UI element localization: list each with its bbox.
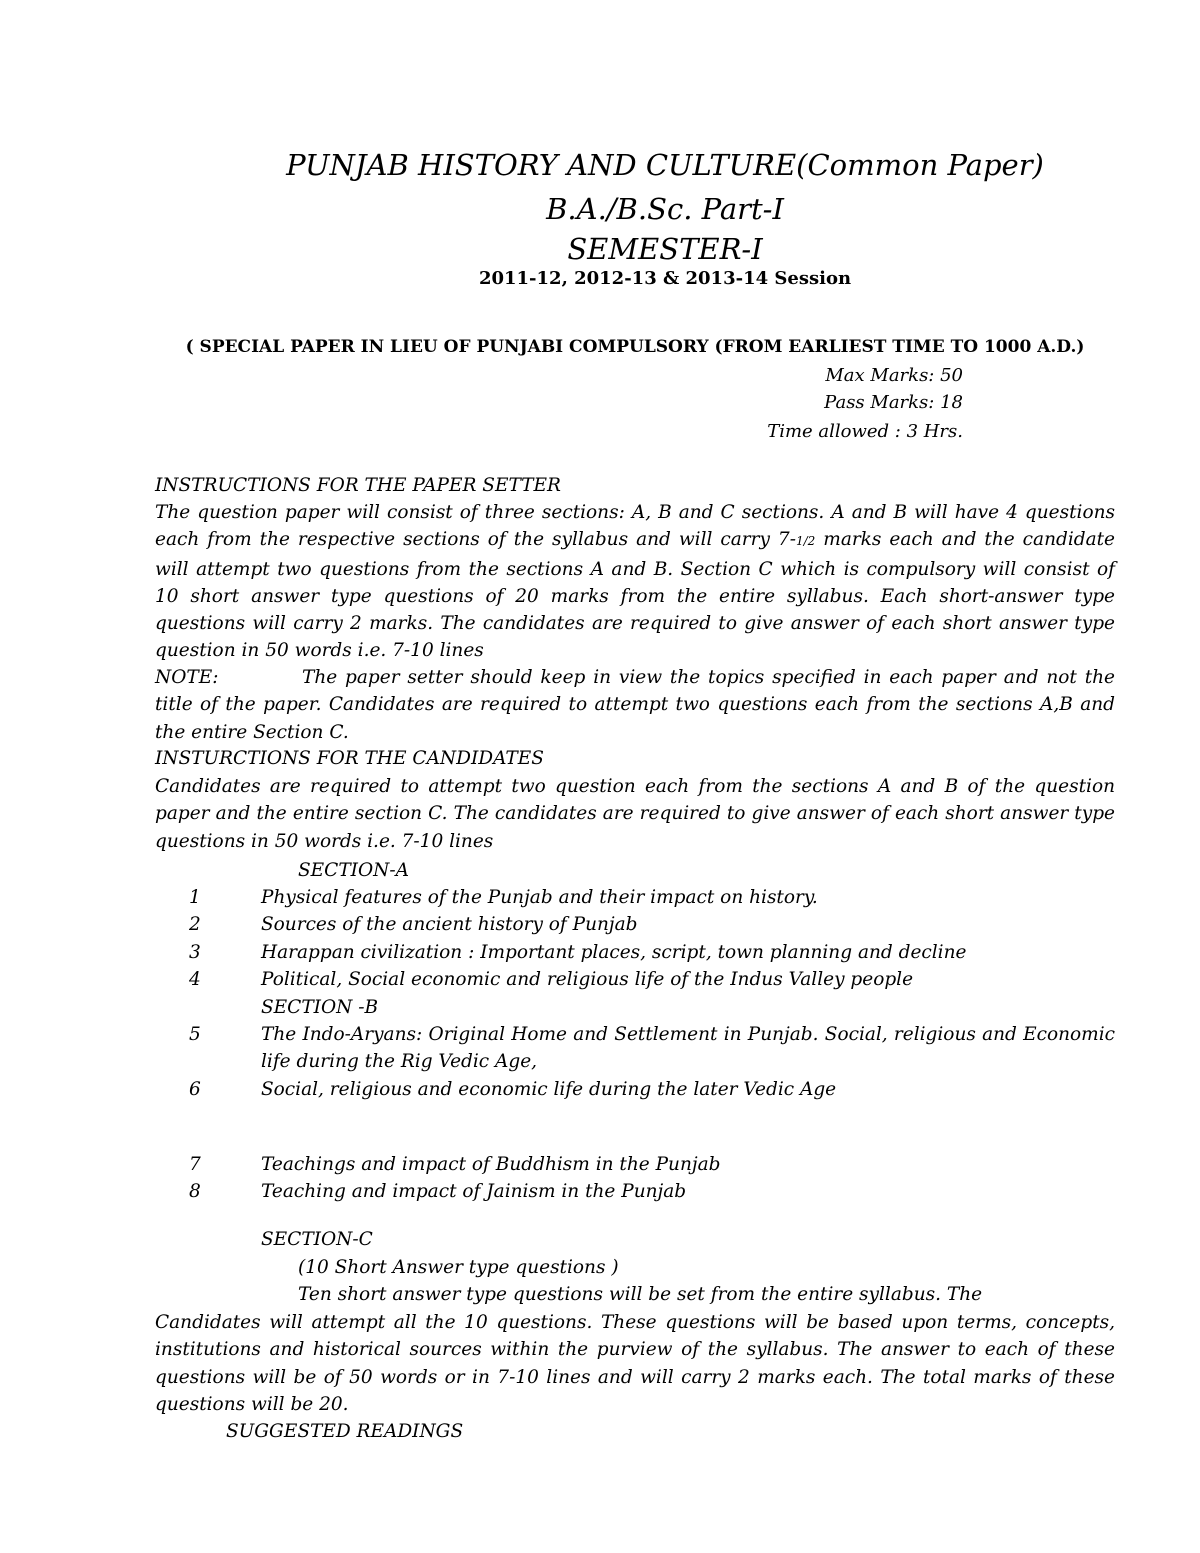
item-number: 2	[189, 914, 201, 935]
item-text: Physical features of the Punjab and their impact on history.	[261, 887, 818, 908]
time-allowed: Time allowed : 3 Hrs.	[767, 421, 963, 442]
setter-para: The question paper will consist of three sections: A, B and C sections. A and B will have 4 questions each from the respective sections of the syllabus and will carry 7-	[155, 502, 1115, 551]
max-marks: Max Marks: 50	[825, 365, 963, 386]
item-number: 1	[189, 887, 201, 908]
item-number: 4	[189, 969, 201, 990]
special-paper-line: ( SPECIAL PAPER IN LIEU OF PUNJABI COMPULSORY (FROM EARLIEST TIME TO 1000 A.D.)	[185, 337, 1085, 357]
item-number: 5	[189, 1024, 201, 1045]
item-text: Social, religious and economic life during the later Vedic Age	[261, 1079, 837, 1100]
item-number: 8	[189, 1181, 201, 1202]
candidates-heading: INSTURCTIONS FOR THE CANDIDATES	[155, 748, 544, 769]
paper-title: PUNJAB HISTORY AND CULTURE(Common Paper)	[286, 148, 1044, 182]
pass-marks: Pass Marks: 18	[824, 392, 963, 413]
session-line: 2011-12, 2012-13 & 2013-14 Session	[478, 268, 852, 289]
item-number: 7	[189, 1154, 201, 1175]
item-text: Teachings and impact of Buddhism in the Punjab	[261, 1154, 721, 1175]
setter-heading: INSTRUCTIONS FOR THE PAPER SETTER	[155, 475, 561, 496]
note-text: The paper setter should keep in view the topics specified in each paper and not the title of the paper. Candidates are required to attempt two questions each from the sections A,B and the entire Section C.	[155, 667, 1115, 743]
item-text: Teaching and impact of Jainism in the Punjab	[261, 1181, 687, 1202]
note-label: NOTE:	[155, 667, 219, 688]
course-title: B.A./B.Sc. Part-I	[546, 192, 784, 226]
section-b-heading: SECTION -B	[261, 997, 379, 1018]
note-block	[155, 664, 1115, 746]
item-text: The Indo-Aryans: Original Home and Settlement in Punjab. Social, religious and Economic life during the Rig Vedic Age,	[261, 1024, 1115, 1073]
half-fraction: 1/2	[795, 534, 816, 549]
item-text: Political, Social economic and religious life of the Indus Valley people	[261, 969, 914, 990]
setter-instructions	[155, 499, 1115, 665]
item-text: Sources of the ancient history of Punjab	[261, 914, 638, 935]
item-text: Harappan civilization : Important places, script, town planning and decline	[261, 942, 967, 963]
section-c-heading: SECTION-C	[261, 1229, 373, 1250]
item-number: 3	[189, 942, 201, 963]
item-number: 6	[189, 1079, 201, 1100]
section-c-first-line: Ten short answer type questions will be set from the entire syllabus. The	[298, 1284, 983, 1305]
semester-title: SEMESTER-I	[567, 232, 763, 266]
section-c-para: Candidates will attempt all the 10 questions. These questions will be based upon terms, concepts, institutions and historical sources within the purview of the syllabus. The answer to each of these questions will be of 50 words or in 7-10 lines and will carry 2 marks each. The total marks of these questions will be 20.	[155, 1312, 1115, 1415]
section-c-subheading: (10 Short Answer type questions )	[298, 1257, 619, 1278]
suggested-readings-heading: SUGGESTED READINGS	[226, 1421, 464, 1442]
candidates-instructions: Candidates are required to attempt two question each from the sections A and B of the question paper and the entire section C. The candidates are required to give answer of each short answer type questions in 50 words i.e. 7-10 lines	[155, 776, 1115, 852]
section-a-heading: SECTION-A	[298, 860, 409, 881]
setter-para-cont: marks each and the candidate will attempt two questions from the sections A and B. Section C which is compulsory will consist of 10 short answer type questions of 20 marks from the entire syllabus. Each short-answer type questions will carry 2 marks. The candidates are required to give answer of each short answer type question in 50 words i.e. 7-10 lines	[155, 529, 1116, 662]
